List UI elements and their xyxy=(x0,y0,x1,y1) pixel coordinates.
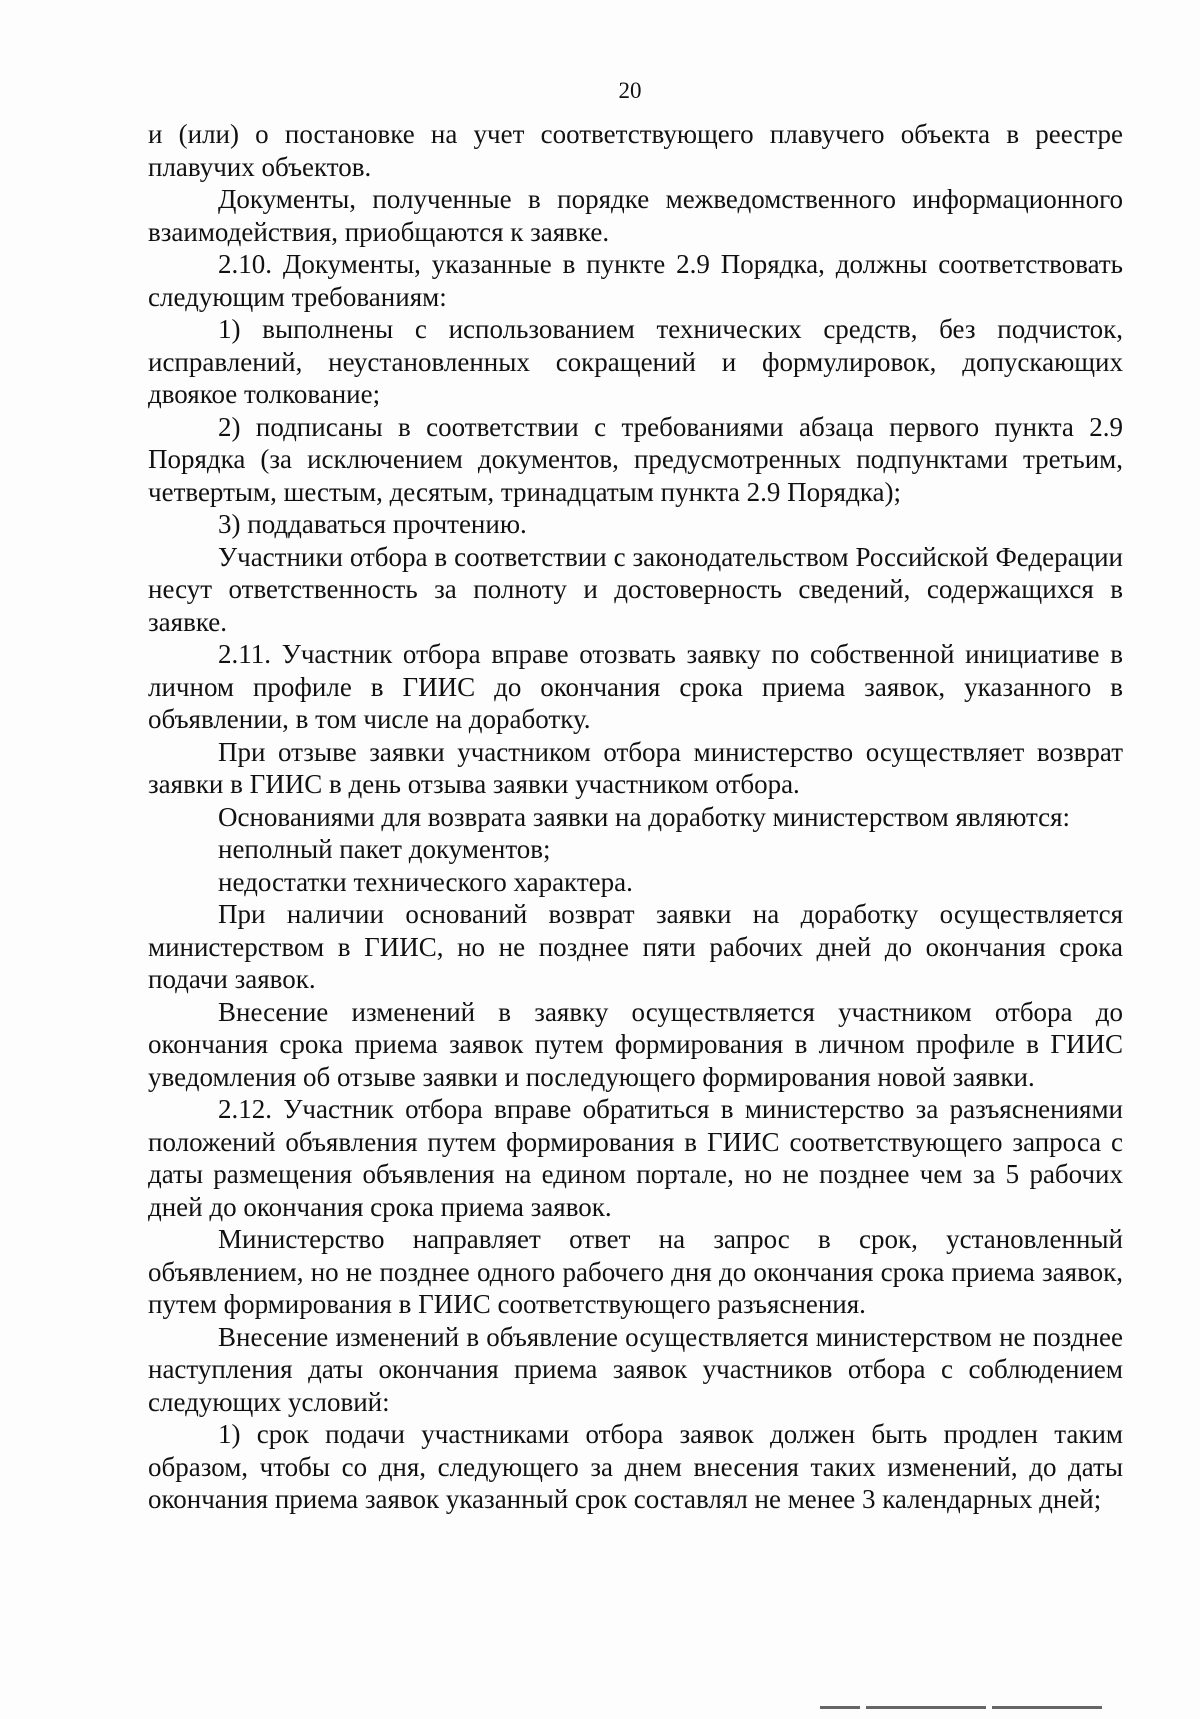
page-number: 20 xyxy=(618,78,642,103)
scan-mark xyxy=(866,1706,986,1709)
paragraph-clause-2-10: 2.10. Документы, указанные в пункте 2.9 Порядка, должны соответствовать следующим требованиям: xyxy=(148,249,1123,312)
paragraph: При отзыве заявки участником отбора министерство осуществляет возврат заявки в ГИИС в день отзыва заявки участником отбора. xyxy=(148,736,1123,799)
paragraph: Внесение изменений в объявление осуществляется министерством не позднее наступления даты окончания приема заявок участников отбора с соблюдением следующих условий: xyxy=(148,1321,1123,1417)
paragraph: недостатки технического характера. xyxy=(218,866,633,897)
document-body xyxy=(148,118,1123,1516)
scan-mark xyxy=(820,1706,860,1709)
paragraph: Основаниями для возврата заявки на доработку министерством являются: xyxy=(218,801,1071,832)
list-item-1: 1) срок подачи участниками отбора заявок должен быть продлен таким образом, чтобы со дня, следующего за днем внесения таких изменений, до даты окончания приема заявок указанный срок составлял не менее 3 календарных дней; xyxy=(148,1419,1123,1514)
paragraph: Внесение изменений в заявку осуществляется участником отбора до окончания срока приема заявок путем формирования в личном профиле в ГИИС уведомления об отзыве заявки и последующего формирования новой заявки. xyxy=(148,996,1123,1092)
paragraph: Министерство направляет ответ на запрос в срок, установленный объявлением, но не позднее одного рабочего дня до окончания срока приема заявок, путем формирования в ГИИС соответствующего разъяснения. xyxy=(148,1224,1123,1319)
paragraph: неполный пакет документов; xyxy=(218,834,551,864)
scan-mark xyxy=(992,1706,1102,1709)
list-item-2: 2) подписаны в соответствии с требованиями абзаца первого пункта 2.9 Порядка (за исключением документов, предусмотренных подпунктами третьим, четвертым, шестым, десятым, тринадцатым пункта 2.9 Порядка); xyxy=(148,411,1123,507)
scan-artifact-marks xyxy=(820,1706,1120,1712)
list-item-3: 3) поддаваться прочтению. xyxy=(218,509,527,539)
paragraph-clause-2-11: 2.11. Участник отбора вправе отозвать заявку по собственной инициативе в личном профиле в ГИИС до окончания срока приема заявок, указанного в объявлении, в том числе на доработку. xyxy=(148,639,1123,734)
paragraph: Документы, полученные в порядке межведомственного информационного взаимодействия, приобщаются к заявке. xyxy=(148,184,1123,247)
paragraph-clause-2-12: 2.12. Участник отбора вправе обратиться в министерство за разъяснениями положений объявления путем формирования в ГИИС соответствующего запроса с даты размещения объявления на едином портале, но не позднее чем за 5 рабочих дней до окончания срока приема заявок. xyxy=(148,1094,1123,1222)
paragraph: При наличии оснований возврат заявки на доработку осуществляется министерством в ГИИС, но не позднее пяти рабочих дней до окончания срока подачи заявок. xyxy=(148,899,1123,994)
paragraph: Участники отбора в соответствии с законодательством Российской Федерации несут ответственность за полноту и достоверность сведений, содержащихся в заявке. xyxy=(148,541,1123,637)
list-item-1: 1) выполнены с использованием технических средств, без подчисток, исправлений, неустановленных сокращений и формулировок, допускающих двоякое толкование; xyxy=(148,314,1123,409)
paragraph-continuation: и (или) о постановке на учет соответствующего плавучего объекта в реестре плавучих объектов. xyxy=(148,119,1123,182)
